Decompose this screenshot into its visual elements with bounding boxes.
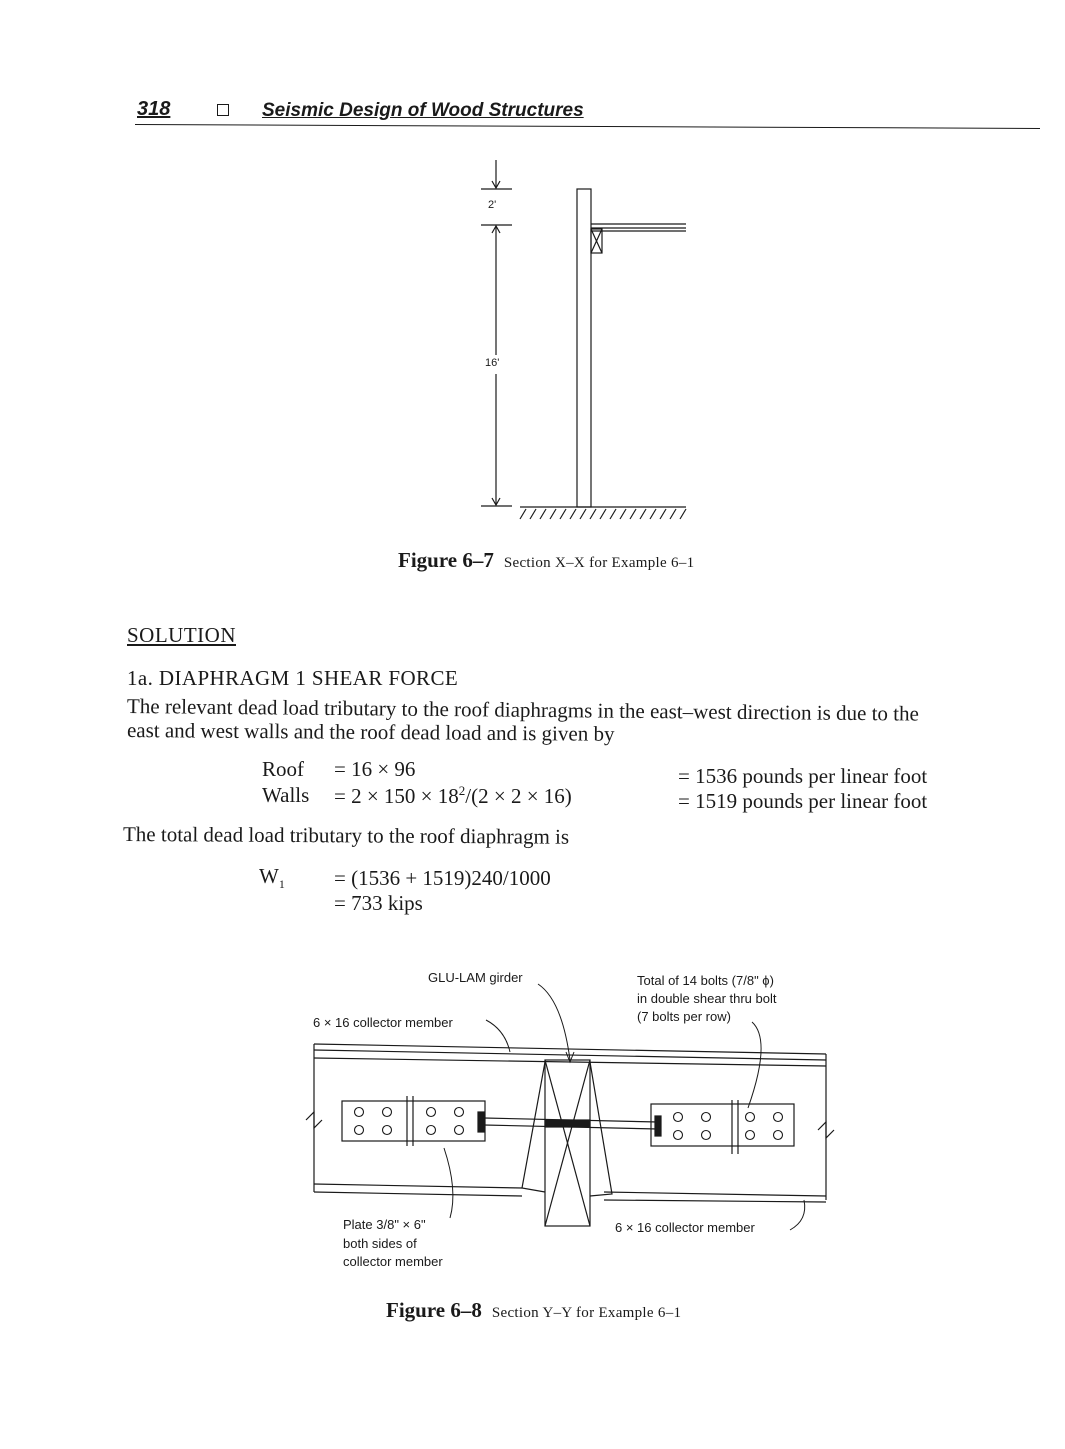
label-plate-2: both sides of	[343, 1236, 417, 1251]
beam-bottom-left-2	[314, 1192, 522, 1196]
paragraph-line-1: The relevant dead load tributary to the roof diaphragms in the east–west direction is due to the	[126, 694, 920, 726]
leader-plate	[444, 1148, 453, 1218]
beam-bottom-left-1	[314, 1184, 522, 1188]
break-mark-right	[818, 1122, 834, 1138]
roof-expression: = 16 × 96	[334, 757, 416, 781]
girder-seat-left	[522, 1062, 545, 1192]
label-collector-top: 6 × 16 collector member	[313, 1015, 453, 1030]
break-mark-left	[306, 1112, 322, 1128]
figure-6-7-label: Figure 6–7	[398, 548, 494, 572]
dim-label-2ft: 2'	[488, 199, 497, 211]
label-plate-3: collector member	[343, 1254, 443, 1269]
girder-seat-right	[590, 1062, 612, 1196]
label-plate-1: Plate 3/8" × 6"	[343, 1217, 426, 1232]
girder-plate	[545, 1120, 590, 1127]
dim-label-16ft: 16'	[485, 357, 500, 369]
label-bolts-1: Total of 14 bolts (7/8" ϕ)	[637, 973, 774, 988]
beam-bottom-right-2	[604, 1200, 826, 1202]
figure-6-8-caption-text: Section Y–Y for Example 6–1	[491, 1305, 682, 1321]
walls-expr-b: /(2 × 2 × 16)	[465, 784, 572, 808]
w1-expression: = (1536 + 1519)240/1000	[334, 866, 551, 890]
subheading-1a: 1a. DIAPHRAGM 1 SHEAR FORCE	[127, 666, 459, 690]
roof-result: = 1536 pounds per linear foot	[678, 764, 928, 788]
label-glulam: GLU-LAM girder	[428, 970, 523, 985]
beam-top-line-1	[314, 1044, 826, 1054]
running-head-title: Seismic Design of Wood Structures	[262, 100, 584, 121]
beam-bottom-right-1	[604, 1192, 826, 1196]
paragraph-line-2: east and west walls and the roof dead load and is given by	[126, 718, 615, 746]
w-subscript: 1	[278, 877, 285, 892]
page-number: 318	[137, 98, 171, 120]
label-bolts-3: (7 bolts per row)	[637, 1009, 731, 1024]
walls-label: Walls	[262, 783, 310, 807]
walls-expr-sup: 2	[458, 783, 466, 798]
figure-6-8-label: Figure 6–8	[386, 1298, 482, 1322]
figure-6-7-caption-text: Section X–X for Example 6–1	[503, 555, 695, 571]
leader-lines	[444, 984, 805, 1230]
figure-6-8-caption	[386, 1298, 681, 1323]
leader-collector-bottom	[790, 1200, 805, 1230]
w1-result: = 733 kips	[334, 891, 423, 915]
roof-label: Roof	[262, 757, 304, 781]
label-collector-bottom: 6 × 16 collector member	[615, 1220, 755, 1235]
walls-expr-a: = 2 × 150 × 18	[334, 784, 459, 808]
total-dead-load-line: The total dead load tributary to the roof diaphragm is	[122, 822, 570, 849]
walls-result: = 1519 pounds per linear foot	[678, 789, 928, 813]
solution-heading: SOLUTION	[127, 623, 236, 647]
label-bolts-2: in double shear thru bolt	[637, 991, 777, 1006]
plate-right	[651, 1104, 794, 1146]
splice-left	[407, 1096, 413, 1146]
w-letter: W	[259, 864, 279, 888]
